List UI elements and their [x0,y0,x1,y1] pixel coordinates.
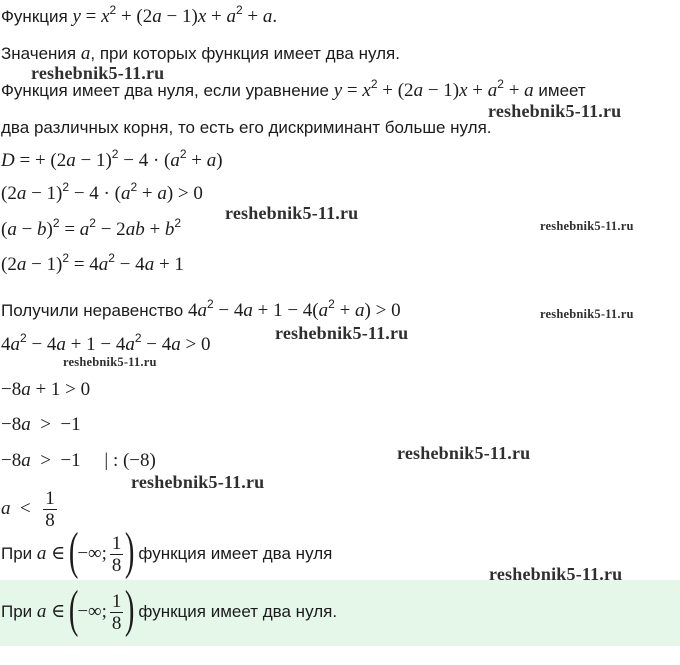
question-line: Значения a, при которых функция имеет два нуля. [1,43,400,64]
watermark: reshebnik5-11.ru [131,472,265,492]
watermark: reshebnik5-11.ru [397,443,531,463]
watermark: reshebnik5-11.ru [488,101,622,121]
answer-line: При a ∈ (−∞; $\frac{1}{8}$ ) функция имеет два нуля. [1,580,338,638]
discriminant-formula: D = + $(2a - 1)^2 - 4 \cdot (a^2 + a)$ [1,147,223,171]
var-y: y [72,6,81,27]
conclusion-line: При a ∈ (−∞; $\frac{1}{8}$ ) функция имеет два нуля [1,522,333,580]
watermark: reshebnik5-11.ru [31,63,165,83]
inequality-step-3: −8a > −1 | : (−8) [1,450,156,471]
watermark: reshebnik5-11.ru [63,355,157,369]
discriminant-inequality: $(2a - 1)^2 - 4 \cdot (a^2 + a) > 0$ [1,180,203,204]
inequality-step-1: −8a + 1 > 0 [1,379,91,400]
explanation-line-1: Функция имеет два нуля, если уравнение $y = x^2 + (2a - 1)x + a^2 + a$ имеет [1,77,586,101]
inequality-result: a < $\frac{1}{8}$ [1,488,55,532]
expanded-square: $(2a - 1)^2 = 4a^2 - 4a + 1$ [1,251,184,275]
watermark: reshebnik5-11.ru [540,219,634,233]
inequality-step-2: −8a > −1 [1,414,81,435]
square-of-difference: $(a - b)^2 = a^2 - 2ab + b^2$ [1,216,182,240]
inequality-expanded: $4a^2 - 4a + 1 - 4a^2 - 4a > 0$ [1,331,211,355]
fraction-one-eighth: $\frac{1}{8}$ [45,488,55,532]
watermark: reshebnik5-11.ru [540,307,634,321]
watermark: reshebnik5-11.ru [225,203,359,223]
watermark: reshebnik5-11.ru [489,564,623,584]
watermark: reshebnik5-11.ru [275,323,409,343]
function-definition: Функция $y = x^2 + (2a - 1)x + a^2 + a$. [1,3,278,27]
explanation-line-2: два различных корня, то есть его дискриминант больше нуля. [1,118,492,137]
inequality-obtained: Получили неравенство $4a^2 - 4a + 1 - 4(a^2 + a) > 0$ [1,297,401,321]
